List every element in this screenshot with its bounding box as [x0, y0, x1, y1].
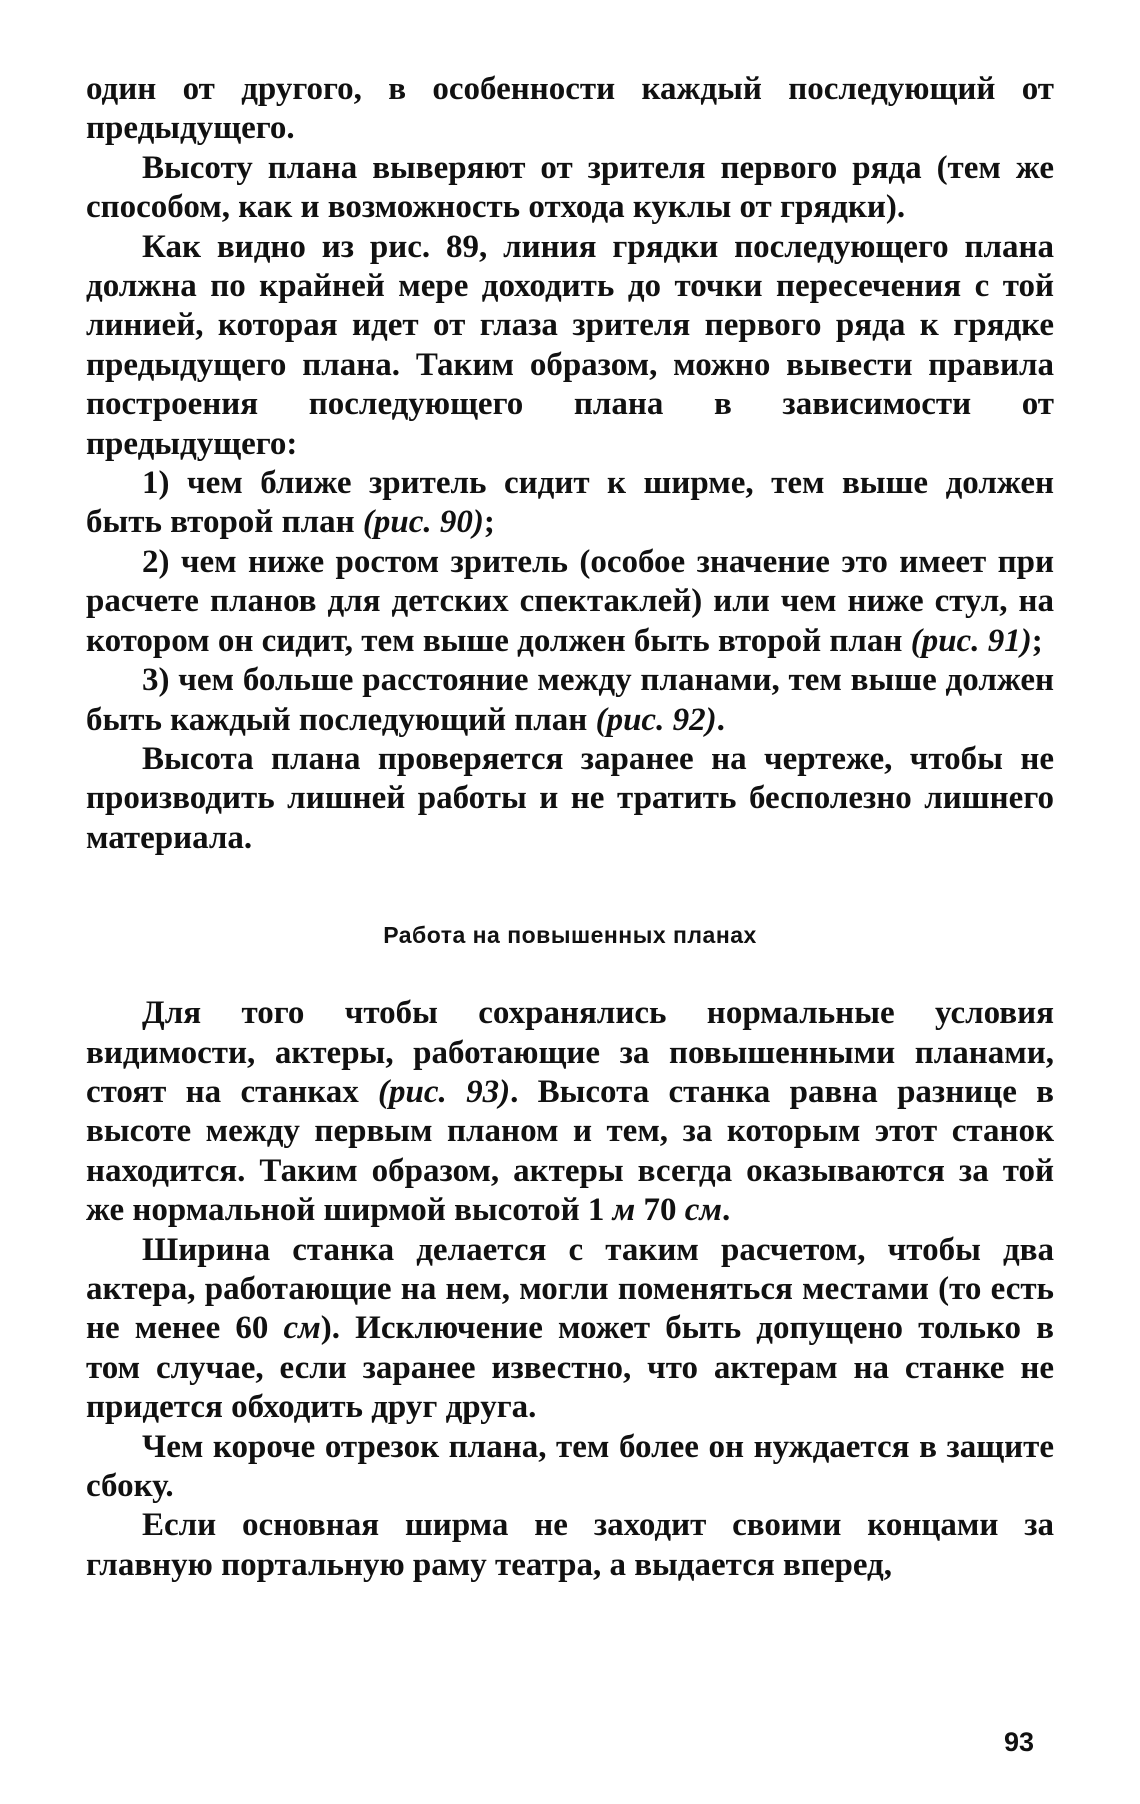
paragraph-drawing-check: Высота плана проверяется заранее на чертеже, чтобы не производить лишней работы и не тратить бесполезно лишнего материала. [86, 740, 1054, 856]
paragraph-platforms [86, 994, 1054, 1230]
unit-centimeter-2: см [283, 1310, 321, 1347]
unit-meter: м [612, 1192, 636, 1229]
rule-3-tail: . [716, 701, 725, 738]
rule-1-text: 1) чем ближе зритель сидит к ширме, тем выше должен быть второй план [86, 465, 1054, 541]
figure-ref-91: (рис. 91) [910, 622, 1032, 659]
list-item-rule-1 [86, 464, 1054, 543]
width-text-a: Ширина станка делается с таким расчетом, чтобы два актера, работающие на нем, могли поменяться местами (то есть не менее 60 [86, 1231, 1054, 1347]
book-page [86, 70, 1054, 1770]
paragraph-platform-width [86, 1231, 1054, 1428]
paragraph-continuation: один от другого, в особенности каждый последующий от предыдущего. [86, 71, 1054, 147]
platforms-text-a: Для того чтобы сохранялись нормальные условия видимости, актеры, работающие за повышенными планами, стоят на станках [86, 995, 1054, 1110]
figure-ref-93: (рис. 93) [378, 1073, 511, 1110]
rule-2-text: 2) чем ниже ростом зритель (особое значение это имеет при расчете планов для детских спектаклей) или чем ниже стул, на котором он сидит, тем выше должен быть второй план [86, 543, 1054, 659]
figure-ref-92: (рис. 92) [595, 701, 717, 738]
platforms-text-c: 70 [635, 1192, 685, 1229]
rule-3-text: 3) чем больше расстояние между планами, тем выше должен быть каждый последующий план [86, 662, 1054, 738]
page-number: 93 [1004, 1727, 1035, 1757]
rule-1-tail: ; [483, 504, 495, 541]
list-item-rule-2 [86, 543, 1054, 661]
rule-2-tail: ; [1031, 622, 1043, 659]
paragraph-side-protection: Чем короче отрезок плана, тем более он нуждается в защите сбоку. [86, 1428, 1054, 1504]
paragraph-figure-89: Как видно из рис. 89, линия грядки последующего плана должна по крайней мере доходить до точки пересечения с той линией, которая идет от глаза зрителя первого ряда к грядке предыдущего плана. Таким образом, можно вывести правила построения последующего плана в зависимости от предыдущего: [86, 228, 1054, 462]
section-heading: Работа на повышенных планах [383, 922, 757, 949]
platforms-text-b: . Высота станка равна разнице в высоте между первым планом и тем, за которым этот станок находится. Таким образом, актеры всегда оказываются за той же нормальной ширмой высотой 1 [86, 1073, 1054, 1229]
unit-centimeter: см [684, 1192, 723, 1229]
figure-ref-90: (рис. 90) [362, 504, 484, 541]
paragraph-main-screen: Если основная ширма не заходит своими концами за главную портальную раму театра, а выдается вперед, [86, 1507, 1054, 1583]
platforms-text-d: . [722, 1192, 731, 1229]
paragraph-plan-height: Высоту плана выверяют от зрителя первого ряда (тем же способом, как и возможность отхода куклы от грядки). [86, 149, 1054, 226]
width-text-b: ). Исключение может быть допущено только в том случае, если заранее известно, что актерам на станке не придется обходить друг друга. [86, 1310, 1055, 1426]
list-item-rule-3 [86, 661, 1054, 740]
